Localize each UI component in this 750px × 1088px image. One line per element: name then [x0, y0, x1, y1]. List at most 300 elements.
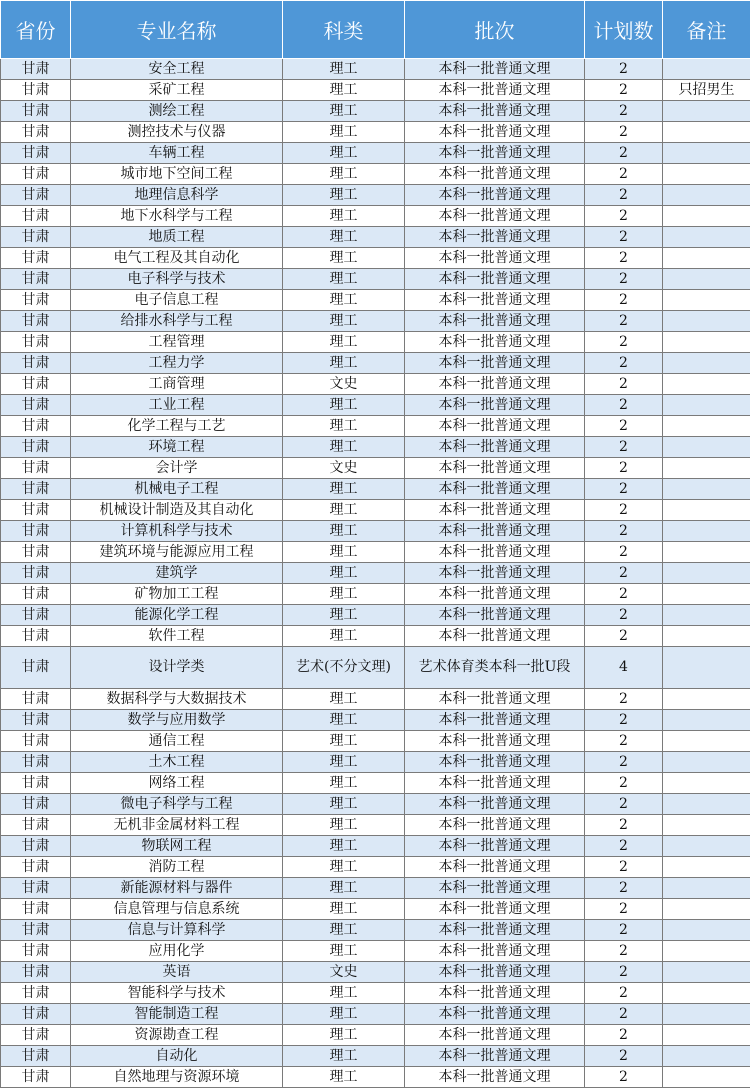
cell-remarks — [663, 605, 750, 626]
cell-major-name: 工业工程 — [71, 395, 283, 416]
cell-batch: 本科一批普通文理 — [405, 1025, 585, 1046]
cell-subject-category: 理工 — [283, 689, 405, 710]
cell-remarks — [663, 164, 750, 185]
cell-major-name: 能源化学工程 — [71, 605, 283, 626]
cell-subject-category: 理工 — [283, 269, 405, 290]
cell-subject-category: 理工 — [283, 122, 405, 143]
cell-batch: 本科一批普通文理 — [405, 416, 585, 437]
cell-batch: 本科一批普通文理 — [405, 731, 585, 752]
cell-plan-count: 2 — [585, 857, 663, 878]
cell-major-name: 信息与计算科学 — [71, 920, 283, 941]
cell-plan-count: 2 — [585, 752, 663, 773]
table-row — [1, 353, 750, 374]
cell-remarks — [663, 584, 750, 605]
table-row — [1, 185, 750, 206]
cell-plan-count: 2 — [585, 458, 663, 479]
cell-major-name: 自动化 — [71, 1046, 283, 1067]
cell-major-name: 英语 — [71, 962, 283, 983]
table-row — [1, 500, 750, 521]
cell-province: 甘肃 — [1, 185, 71, 206]
cell-major-name: 测控技术与仪器 — [71, 122, 283, 143]
cell-major-name: 地理信息科学 — [71, 185, 283, 206]
cell-province: 甘肃 — [1, 626, 71, 647]
cell-major-name: 数学与应用数学 — [71, 710, 283, 731]
cell-batch: 本科一批普通文理 — [405, 269, 585, 290]
table-row — [1, 1025, 750, 1046]
header-major-name: 专业名称 — [71, 1, 283, 59]
cell-remarks — [663, 1067, 750, 1088]
cell-major-name: 电气工程及其自动化 — [71, 248, 283, 269]
cell-batch: 本科一批普通文理 — [405, 689, 585, 710]
cell-batch: 本科一批普通文理 — [405, 164, 585, 185]
table-row — [1, 395, 750, 416]
cell-province: 甘肃 — [1, 710, 71, 731]
cell-batch: 本科一批普通文理 — [405, 899, 585, 920]
cell-major-name: 通信工程 — [71, 731, 283, 752]
cell-remarks — [663, 752, 750, 773]
cell-batch: 本科一批普通文理 — [405, 290, 585, 311]
cell-batch: 本科一批普通文理 — [405, 962, 585, 983]
cell-plan-count: 2 — [585, 626, 663, 647]
cell-plan-count: 2 — [585, 59, 663, 80]
cell-major-name: 工程力学 — [71, 353, 283, 374]
cell-remarks — [663, 857, 750, 878]
cell-remarks — [663, 269, 750, 290]
cell-subject-category: 理工 — [283, 206, 405, 227]
cell-batch: 本科一批普通文理 — [405, 206, 585, 227]
cell-remarks: 只招男生 — [663, 80, 750, 101]
cell-major-name: 土木工程 — [71, 752, 283, 773]
cell-plan-count: 2 — [585, 689, 663, 710]
cell-subject-category: 理工 — [283, 563, 405, 584]
table-row — [1, 1067, 750, 1088]
table-row — [1, 752, 750, 773]
cell-province: 甘肃 — [1, 143, 71, 164]
cell-subject-category: 理工 — [283, 815, 405, 836]
cell-batch: 本科一批普通文理 — [405, 920, 585, 941]
cell-plan-count: 2 — [585, 311, 663, 332]
table-row — [1, 80, 750, 101]
cell-province: 甘肃 — [1, 59, 71, 80]
cell-province: 甘肃 — [1, 647, 71, 689]
table-row — [1, 164, 750, 185]
table-row — [1, 773, 750, 794]
cell-major-name: 信息管理与信息系统 — [71, 899, 283, 920]
table-body — [1, 59, 750, 1088]
cell-subject-category: 文史 — [283, 458, 405, 479]
cell-remarks — [663, 500, 750, 521]
cell-plan-count: 2 — [585, 1004, 663, 1025]
cell-batch: 本科一批普通文理 — [405, 983, 585, 1004]
cell-remarks — [663, 395, 750, 416]
cell-subject-category: 理工 — [283, 1004, 405, 1025]
header-province: 省份 — [1, 1, 71, 59]
cell-plan-count: 2 — [585, 1025, 663, 1046]
cell-batch: 本科一批普通文理 — [405, 794, 585, 815]
cell-plan-count: 4 — [585, 647, 663, 689]
cell-subject-category: 理工 — [283, 920, 405, 941]
cell-batch: 本科一批普通文理 — [405, 332, 585, 353]
cell-province: 甘肃 — [1, 332, 71, 353]
cell-subject-category: 理工 — [283, 941, 405, 962]
cell-batch: 本科一批普通文理 — [405, 752, 585, 773]
cell-plan-count: 2 — [585, 605, 663, 626]
cell-batch: 本科一批普通文理 — [405, 605, 585, 626]
table-row — [1, 458, 750, 479]
header-remarks: 备注 — [663, 1, 750, 59]
table-row — [1, 626, 750, 647]
cell-batch: 本科一批普通文理 — [405, 1004, 585, 1025]
cell-batch: 本科一批普通文理 — [405, 626, 585, 647]
cell-batch: 本科一批普通文理 — [405, 80, 585, 101]
cell-subject-category: 理工 — [283, 605, 405, 626]
table-row — [1, 122, 750, 143]
cell-plan-count: 2 — [585, 248, 663, 269]
cell-subject-category: 理工 — [283, 521, 405, 542]
cell-province: 甘肃 — [1, 353, 71, 374]
table-row — [1, 878, 750, 899]
header-plan-count: 计划数 — [585, 1, 663, 59]
cell-subject-category: 理工 — [283, 731, 405, 752]
cell-batch: 本科一批普通文理 — [405, 500, 585, 521]
cell-remarks — [663, 437, 750, 458]
cell-province: 甘肃 — [1, 584, 71, 605]
cell-plan-count: 2 — [585, 542, 663, 563]
cell-batch: 艺术体育类本科一批U段 — [405, 647, 585, 689]
cell-remarks — [663, 353, 750, 374]
cell-plan-count: 2 — [585, 815, 663, 836]
cell-major-name: 测绘工程 — [71, 101, 283, 122]
cell-major-name: 物联网工程 — [71, 836, 283, 857]
cell-province: 甘肃 — [1, 101, 71, 122]
cell-major-name: 自然地理与资源环境 — [71, 1067, 283, 1088]
cell-subject-category: 理工 — [283, 899, 405, 920]
table-row — [1, 647, 750, 689]
table-row — [1, 206, 750, 227]
cell-province: 甘肃 — [1, 437, 71, 458]
cell-plan-count: 2 — [585, 983, 663, 1004]
cell-plan-count: 2 — [585, 773, 663, 794]
cell-remarks — [663, 878, 750, 899]
cell-province: 甘肃 — [1, 773, 71, 794]
cell-subject-category: 理工 — [283, 1067, 405, 1088]
cell-batch: 本科一批普通文理 — [405, 878, 585, 899]
table-row — [1, 332, 750, 353]
cell-plan-count: 2 — [585, 227, 663, 248]
cell-plan-count: 2 — [585, 206, 663, 227]
cell-major-name: 建筑学 — [71, 563, 283, 584]
cell-plan-count: 2 — [585, 479, 663, 500]
cell-batch: 本科一批普通文理 — [405, 1067, 585, 1088]
cell-plan-count: 2 — [585, 521, 663, 542]
table-row — [1, 521, 750, 542]
cell-subject-category: 理工 — [283, 80, 405, 101]
cell-plan-count: 2 — [585, 101, 663, 122]
cell-remarks — [663, 626, 750, 647]
cell-subject-category: 文史 — [283, 962, 405, 983]
cell-major-name: 应用化学 — [71, 941, 283, 962]
cell-major-name: 建筑环境与能源应用工程 — [71, 542, 283, 563]
cell-major-name: 机械电子工程 — [71, 479, 283, 500]
table-row — [1, 248, 750, 269]
cell-subject-category: 理工 — [283, 395, 405, 416]
cell-plan-count: 2 — [585, 941, 663, 962]
cell-province: 甘肃 — [1, 920, 71, 941]
cell-plan-count: 2 — [585, 899, 663, 920]
cell-plan-count: 2 — [585, 1067, 663, 1088]
cell-batch: 本科一批普通文理 — [405, 479, 585, 500]
cell-province: 甘肃 — [1, 962, 71, 983]
cell-plan-count: 2 — [585, 836, 663, 857]
cell-major-name: 化学工程与工艺 — [71, 416, 283, 437]
cell-remarks — [663, 227, 750, 248]
header-batch: 批次 — [405, 1, 585, 59]
cell-batch: 本科一批普通文理 — [405, 1046, 585, 1067]
cell-province: 甘肃 — [1, 500, 71, 521]
cell-province: 甘肃 — [1, 794, 71, 815]
cell-subject-category: 理工 — [283, 185, 405, 206]
cell-remarks — [663, 836, 750, 857]
cell-plan-count: 2 — [585, 416, 663, 437]
cell-province: 甘肃 — [1, 248, 71, 269]
cell-subject-category: 理工 — [283, 437, 405, 458]
cell-major-name: 计算机科学与技术 — [71, 521, 283, 542]
cell-subject-category: 理工 — [283, 542, 405, 563]
cell-remarks — [663, 1046, 750, 1067]
cell-batch: 本科一批普通文理 — [405, 185, 585, 206]
cell-subject-category: 理工 — [283, 584, 405, 605]
cell-batch: 本科一批普通文理 — [405, 542, 585, 563]
cell-subject-category: 理工 — [283, 311, 405, 332]
cell-subject-category: 理工 — [283, 752, 405, 773]
cell-province: 甘肃 — [1, 899, 71, 920]
cell-remarks — [663, 59, 750, 80]
cell-plan-count: 2 — [585, 185, 663, 206]
cell-batch: 本科一批普通文理 — [405, 941, 585, 962]
table-row — [1, 857, 750, 878]
cell-plan-count: 2 — [585, 500, 663, 521]
cell-plan-count: 2 — [585, 80, 663, 101]
cell-subject-category: 理工 — [283, 500, 405, 521]
cell-subject-category: 理工 — [283, 857, 405, 878]
table-row — [1, 1004, 750, 1025]
cell-batch: 本科一批普通文理 — [405, 143, 585, 164]
table-row — [1, 689, 750, 710]
cell-province: 甘肃 — [1, 164, 71, 185]
cell-plan-count: 2 — [585, 437, 663, 458]
cell-subject-category: 理工 — [283, 416, 405, 437]
cell-subject-category: 理工 — [283, 710, 405, 731]
cell-batch: 本科一批普通文理 — [405, 395, 585, 416]
cell-subject-category: 艺术(不分文理) — [283, 647, 405, 689]
cell-remarks — [663, 332, 750, 353]
cell-major-name: 环境工程 — [71, 437, 283, 458]
cell-major-name: 会计学 — [71, 458, 283, 479]
cell-batch: 本科一批普通文理 — [405, 437, 585, 458]
table-row — [1, 584, 750, 605]
cell-province: 甘肃 — [1, 374, 71, 395]
table-row — [1, 794, 750, 815]
cell-plan-count: 2 — [585, 269, 663, 290]
cell-subject-category: 理工 — [283, 290, 405, 311]
cell-plan-count: 2 — [585, 164, 663, 185]
cell-remarks — [663, 689, 750, 710]
cell-plan-count: 2 — [585, 878, 663, 899]
cell-major-name: 软件工程 — [71, 626, 283, 647]
table-row — [1, 983, 750, 1004]
cell-major-name: 新能源材料与器件 — [71, 878, 283, 899]
cell-batch: 本科一批普通文理 — [405, 59, 585, 80]
cell-plan-count: 2 — [585, 584, 663, 605]
cell-subject-category: 理工 — [283, 248, 405, 269]
cell-major-name: 城市地下空间工程 — [71, 164, 283, 185]
cell-major-name: 网络工程 — [71, 773, 283, 794]
cell-province: 甘肃 — [1, 605, 71, 626]
cell-remarks — [663, 710, 750, 731]
cell-remarks — [663, 962, 750, 983]
cell-major-name: 地下水科学与工程 — [71, 206, 283, 227]
cell-remarks — [663, 731, 750, 752]
cell-subject-category: 理工 — [283, 353, 405, 374]
table-row — [1, 374, 750, 395]
table-row — [1, 479, 750, 500]
cell-subject-category: 理工 — [283, 836, 405, 857]
cell-subject-category: 理工 — [283, 59, 405, 80]
cell-batch: 本科一批普通文理 — [405, 311, 585, 332]
cell-batch: 本科一批普通文理 — [405, 248, 585, 269]
cell-province: 甘肃 — [1, 479, 71, 500]
cell-batch: 本科一批普通文理 — [405, 353, 585, 374]
cell-province: 甘肃 — [1, 836, 71, 857]
cell-province: 甘肃 — [1, 731, 71, 752]
cell-major-name: 智能制造工程 — [71, 1004, 283, 1025]
cell-province: 甘肃 — [1, 983, 71, 1004]
cell-subject-category: 理工 — [283, 479, 405, 500]
cell-province: 甘肃 — [1, 458, 71, 479]
cell-province: 甘肃 — [1, 521, 71, 542]
cell-subject-category: 理工 — [283, 1046, 405, 1067]
cell-remarks — [663, 143, 750, 164]
cell-batch: 本科一批普通文理 — [405, 458, 585, 479]
cell-major-name: 设计学类 — [71, 647, 283, 689]
cell-remarks — [663, 794, 750, 815]
cell-plan-count: 2 — [585, 920, 663, 941]
cell-remarks — [663, 458, 750, 479]
table-row — [1, 290, 750, 311]
cell-subject-category: 理工 — [283, 1025, 405, 1046]
cell-major-name: 电子信息工程 — [71, 290, 283, 311]
cell-remarks — [663, 521, 750, 542]
cell-major-name: 地质工程 — [71, 227, 283, 248]
cell-province: 甘肃 — [1, 1025, 71, 1046]
cell-province: 甘肃 — [1, 416, 71, 437]
cell-remarks — [663, 899, 750, 920]
header-row — [1, 1, 750, 59]
table-row — [1, 311, 750, 332]
cell-subject-category: 理工 — [283, 143, 405, 164]
cell-major-name: 电子科学与技术 — [71, 269, 283, 290]
cell-plan-count: 2 — [585, 374, 663, 395]
cell-province: 甘肃 — [1, 1004, 71, 1025]
cell-major-name: 给排水科学与工程 — [71, 311, 283, 332]
table-row — [1, 542, 750, 563]
cell-province: 甘肃 — [1, 122, 71, 143]
cell-batch: 本科一批普通文理 — [405, 710, 585, 731]
cell-province: 甘肃 — [1, 857, 71, 878]
table-row — [1, 416, 750, 437]
table-header — [1, 1, 750, 59]
cell-subject-category: 文史 — [283, 374, 405, 395]
cell-remarks — [663, 122, 750, 143]
cell-province: 甘肃 — [1, 206, 71, 227]
cell-province: 甘肃 — [1, 290, 71, 311]
cell-plan-count: 2 — [585, 1046, 663, 1067]
cell-major-name: 智能科学与技术 — [71, 983, 283, 1004]
cell-remarks — [663, 941, 750, 962]
cell-remarks — [663, 1025, 750, 1046]
cell-remarks — [663, 374, 750, 395]
cell-plan-count: 2 — [585, 710, 663, 731]
cell-major-name: 机械设计制造及其自动化 — [71, 500, 283, 521]
cell-remarks — [663, 542, 750, 563]
table-row — [1, 731, 750, 752]
cell-remarks — [663, 920, 750, 941]
table-row — [1, 899, 750, 920]
cell-province: 甘肃 — [1, 1067, 71, 1088]
cell-major-name: 工商管理 — [71, 374, 283, 395]
cell-plan-count: 2 — [585, 143, 663, 164]
cell-major-name: 数据科学与大数据技术 — [71, 689, 283, 710]
cell-batch: 本科一批普通文理 — [405, 773, 585, 794]
cell-plan-count: 2 — [585, 563, 663, 584]
table-row — [1, 962, 750, 983]
table-row — [1, 59, 750, 80]
cell-subject-category: 理工 — [283, 878, 405, 899]
table-row — [1, 1046, 750, 1067]
cell-subject-category: 理工 — [283, 794, 405, 815]
table-row — [1, 815, 750, 836]
cell-subject-category: 理工 — [283, 101, 405, 122]
cell-province: 甘肃 — [1, 752, 71, 773]
cell-remarks — [663, 647, 750, 689]
cell-plan-count: 2 — [585, 290, 663, 311]
cell-plan-count: 2 — [585, 395, 663, 416]
cell-batch: 本科一批普通文理 — [405, 521, 585, 542]
cell-province: 甘肃 — [1, 941, 71, 962]
table-row — [1, 563, 750, 584]
cell-plan-count: 2 — [585, 794, 663, 815]
cell-province: 甘肃 — [1, 563, 71, 584]
cell-province: 甘肃 — [1, 80, 71, 101]
cell-batch: 本科一批普通文理 — [405, 836, 585, 857]
cell-remarks — [663, 1004, 750, 1025]
cell-province: 甘肃 — [1, 311, 71, 332]
cell-batch: 本科一批普通文理 — [405, 857, 585, 878]
cell-province: 甘肃 — [1, 1046, 71, 1067]
header-subject-category: 科类 — [283, 1, 405, 59]
cell-remarks — [663, 248, 750, 269]
cell-batch: 本科一批普通文理 — [405, 227, 585, 248]
table-row — [1, 101, 750, 122]
cell-major-name: 微电子科学与工程 — [71, 794, 283, 815]
cell-remarks — [663, 416, 750, 437]
cell-province: 甘肃 — [1, 227, 71, 248]
cell-plan-count: 2 — [585, 353, 663, 374]
cell-plan-count: 2 — [585, 962, 663, 983]
cell-remarks — [663, 206, 750, 227]
cell-subject-category: 理工 — [283, 164, 405, 185]
cell-remarks — [663, 563, 750, 584]
